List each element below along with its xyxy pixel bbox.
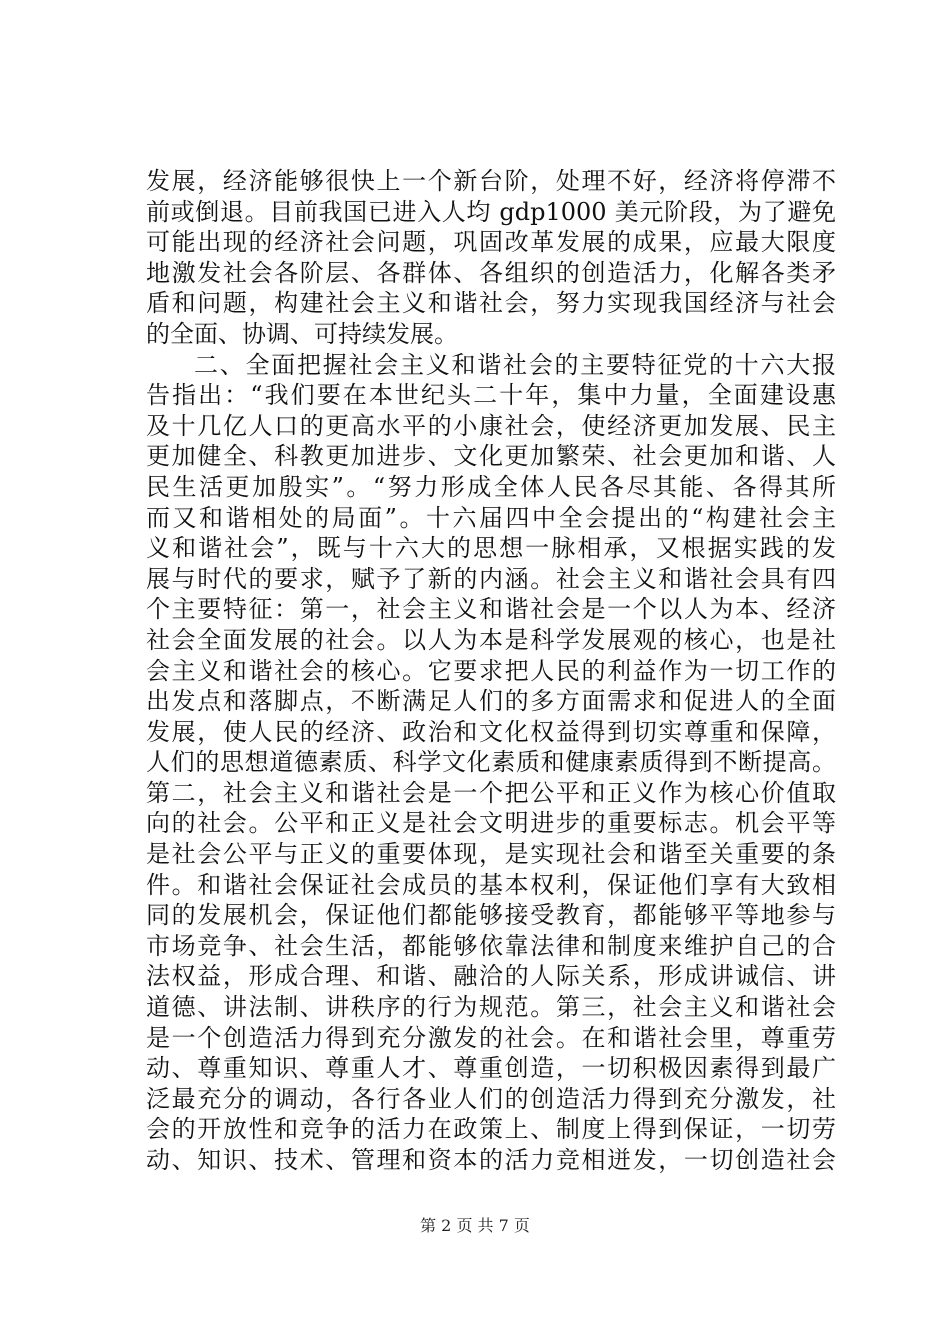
paragraph-start-line: 二、全面把握社会主义和谐社会的主要特征党的十六大报: [194, 350, 836, 379]
text-line: 可能出现的经济社会问题，巩固改革发展的成果，应最大限度: [146, 228, 836, 257]
text-line: 第二，社会主义和谐社会是一个把公平和正义作为核心价值取: [146, 778, 836, 807]
text-line: 向的社会。公平和正义是社会文明进步的重要标志。机会平等: [146, 809, 836, 838]
text-line: 盾和问题，构建社会主义和谐社会，努力实现我国经济与社会: [146, 289, 836, 318]
text-line: 同的发展机会，保证他们都能够接受教育，都能够平等地参与: [146, 901, 836, 930]
text-line: 地激发社会各阶层、各群体、各组织的创造活力，化解各类矛: [146, 258, 836, 287]
text-line: 是一个创造活力得到充分激发的社会。在和谐社会里，尊重劳: [146, 1023, 836, 1052]
text-line: 动、尊重知识、尊重人才、尊重创造，一切积极因素得到最广: [146, 1054, 836, 1083]
text-line: 件。和谐社会保证社会成员的基本权利，保证他们享有大致相: [146, 870, 836, 899]
text-line: 发展，经济能够很快上一个新台阶，处理不好，经济将停滞不: [146, 167, 836, 195]
text-line: 社会全面发展的社会。以人为本是科学发展观的核心，也是社: [146, 625, 836, 654]
text-line: 发展，使人民的经济、政治和文化权益得到切实尊重和保障，: [146, 717, 836, 746]
text-line: 人们的思想道德素质、科学文化素质和健康素质得到不断提高。: [146, 748, 836, 777]
text-line: 会的开放性和竞争的活力在政策上、制度上得到保证，一切劳: [146, 1115, 836, 1144]
text-line: 前或倒退。目前我国已进入人均 gdp1000 美元阶段，为了避免: [146, 197, 836, 226]
text-line: 个主要特征：第一，社会主义和谐社会是一个以人为本、经济: [146, 595, 836, 624]
body-text: [146, 166, 836, 1176]
text-line: 是社会公平与正义的重要体现，是实现社会和谐至关重要的条: [146, 840, 836, 869]
text-line: 及十几亿人口的更高水平的小康社会，使经济更加发展、民主: [146, 411, 836, 440]
text-line: 道德、讲法制、讲秩序的行为规范。第三，社会主义和谐社会: [146, 993, 836, 1022]
text-line: 的全面、协调、可持续发展。: [146, 319, 458, 348]
text-line: 出发点和落脚点，不断满足人们的多方面需求和促进人的全面: [146, 687, 836, 716]
page-number-footer: 第 2 页 共 7 页: [420, 1216, 530, 1235]
text-line: 法权益，形成合理、和谐、融洽的人际关系，形成讲诚信、讲: [146, 962, 836, 991]
text-line: 展与时代的要求，赋予了新的内涵。社会主义和谐社会具有四: [146, 564, 836, 593]
text-line: 告指出：“我们要在本世纪头二十年，集中力量，全面建设惠: [146, 381, 836, 410]
text-line: 而又和谐相处的局面”。十六届四中全会提出的“构建社会主: [146, 503, 836, 532]
text-line: 义和谐社会”，既与十六大的思想一脉相承，又根据实践的发: [146, 534, 836, 563]
text-line: 动、知识、技术、管理和资本的活力竞相迸发，一切创造社会: [146, 1146, 836, 1174]
text-line: 泛最充分的调动，各行各业人们的创造活力得到充分激发，社: [146, 1084, 836, 1113]
text-line: 市场竞争、社会生活，都能够依靠法律和制度来维护自己的合: [146, 931, 836, 960]
text-line: 更加健全、科教更加进步、文化更加繁荣、社会更加和谐、人: [146, 442, 836, 471]
text-line: 民生活更加殷实”。“努力形成全体人民各尽其能、各得其所: [146, 472, 836, 501]
text-line: 会主义和谐社会的核心。它要求把人民的利益作为一切工作的: [146, 656, 836, 685]
